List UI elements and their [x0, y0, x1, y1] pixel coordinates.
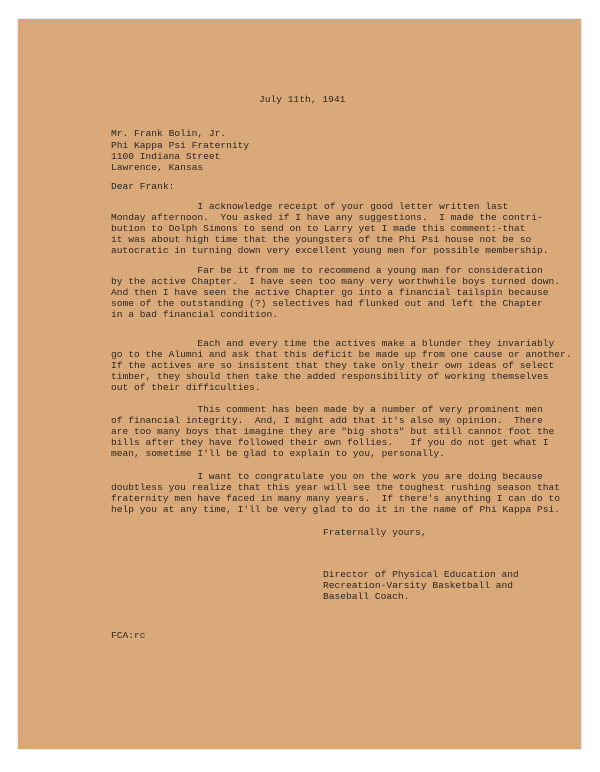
body-line: I want to congratulate you on the work you are doing because: [111, 471, 543, 482]
typist-initials: FCA:rc: [111, 630, 146, 641]
body-line: some of the outstanding (?) selectives had flunked out and left the Chapter: [111, 298, 543, 309]
body-line: it was about high time that the youngsters of the Phi Psi house not be so: [111, 234, 532, 245]
signature-line: Baseball Coach.: [323, 591, 410, 602]
body-line: Far be it from me to recommend a young man for consideration: [111, 265, 543, 276]
letter-page: [18, 19, 581, 749]
signature-line: Director of Physical Education and: [323, 569, 519, 580]
body-line: by the active Chapter. I have seen too many very worthwhile boys turned down.: [111, 276, 561, 287]
body-line: fraternity men have faced in many many years. If there's anything I can do to: [111, 493, 561, 504]
body-line: mean, sometime I'll be glad to explain to you, personally.: [111, 448, 445, 459]
salutation: Dear Frank:: [111, 181, 175, 192]
letter-date: July 11th, 1941: [259, 94, 346, 105]
recipient-city: Lawrence, Kansas: [111, 162, 204, 173]
body-line: autocratic in turning down very excellent young men for possible membership.: [111, 245, 549, 256]
body-line: Each and every time the actives make a blunder they invariably: [111, 338, 555, 349]
body-line: doubtless you realize that this year will see the toughest rushing season that: [111, 482, 561, 493]
body-line: I acknowledge receipt of your good letter written last: [111, 201, 509, 212]
body-line: bills after they have followed their own follies. If you do not get what I: [111, 437, 549, 448]
body-line: timber, they should then take the added responsibility of working themselves: [111, 371, 549, 382]
body-line: in a bad financial condition.: [111, 309, 278, 320]
closing: Fraternally yours,: [323, 527, 427, 538]
body-line: And then I have seen the active Chapter go into a financial tailspin because: [111, 287, 549, 298]
recipient-name: Mr. Frank Bolin, Jr.: [111, 128, 227, 139]
body-line: are too many boys that imagine they are "big shots" but still cannot foot the: [111, 426, 555, 437]
body-line: out of their difficulties.: [111, 382, 261, 393]
body-line: of financial integrity. And, I might add that it's also my opinion. There: [111, 415, 543, 426]
recipient-organization: Phi Kappa Psi Fraternity: [111, 140, 250, 151]
body-line: This comment has been made by a number of very prominent men: [111, 404, 543, 415]
recipient-street: 1100 Indiana Street: [111, 151, 221, 162]
body-line: help you at any time, I'll be very glad to do it in the name of Phi Kappa Psi.: [111, 504, 561, 515]
signature-line: Recreation-Varsity Basketball and: [323, 580, 513, 591]
body-line: go to the Alumni and ask that this deficit be made up from one cause or another.: [111, 349, 572, 360]
body-line: bution to Dolph Simons to send on to Larry yet I made this comment:-that: [111, 223, 526, 234]
body-line: If the actives are so insistent that they take only their own ideas of select: [111, 360, 555, 371]
body-line: Monday afternoon. You asked if I have any suggestions. I made the contri-: [111, 212, 543, 223]
